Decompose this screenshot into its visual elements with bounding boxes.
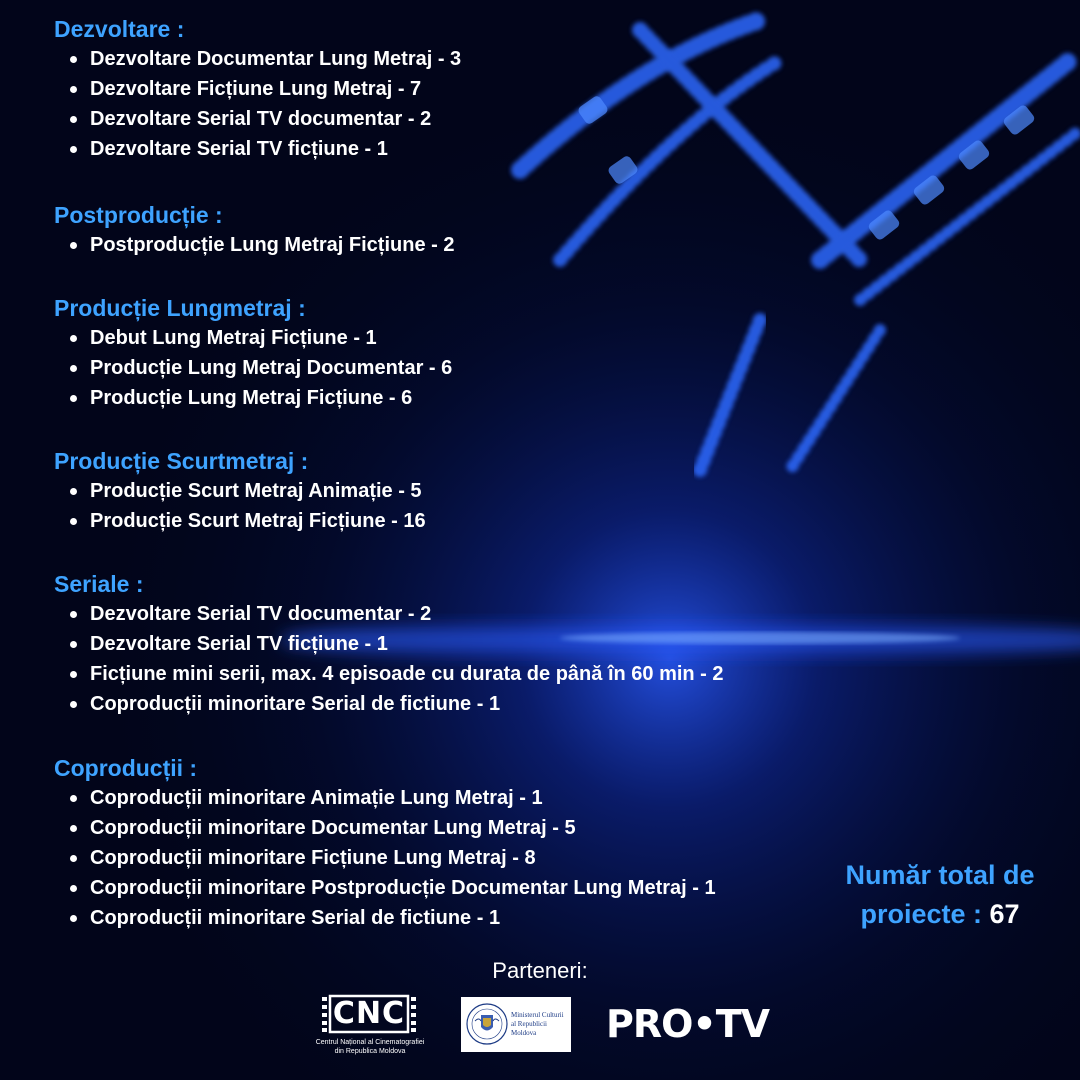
item-list [54, 599, 724, 719]
cnc-logo [312, 994, 428, 1060]
section-title: Postproducție : [54, 202, 223, 228]
list-item: Coproducții minoritare Serial de fictiune - 1 [90, 689, 724, 719]
section-title: Producție Lungmetraj : [54, 295, 306, 321]
total-label-line1: Număr total de [845, 860, 1035, 890]
cnc-mark: CNC [332, 996, 406, 1031]
item-list [54, 44, 461, 164]
item-list [54, 476, 426, 536]
list-item: Producție Scurt Metraj Animație - 5 [90, 476, 426, 506]
section-title: Dezvoltare : [54, 16, 185, 42]
section-title: Seriale : [54, 571, 144, 597]
section-productie-scurtmetraj [54, 446, 426, 536]
list-item: Dezvoltare Ficțiune Lung Metraj - 7 [90, 74, 461, 104]
list-item: Producție Lung Metraj Ficțiune - 6 [90, 383, 452, 413]
ministry-line1: Ministerul Culturii [511, 1011, 564, 1019]
ministry-line2: al Republicii Moldova [511, 1020, 547, 1037]
section-postproductie [54, 200, 454, 260]
ministry-logo [461, 997, 571, 1052]
partners-label: Parteneri: [492, 958, 588, 983]
list-item: Dezvoltare Documentar Lung Metraj - 3 [90, 44, 461, 74]
item-list [54, 783, 716, 933]
list-item: Producție Lung Metraj Documentar - 6 [90, 353, 452, 383]
list-item: Dezvoltare Serial TV documentar - 2 [90, 599, 724, 629]
cnc-caption [312, 1038, 428, 1056]
ministry-name [511, 1011, 569, 1038]
item-list [54, 230, 454, 260]
section-title: Coproducții : [54, 755, 198, 781]
section-productie-lungmetraj [54, 293, 452, 413]
list-item: Dezvoltare Serial TV ficțiune - 1 [90, 629, 724, 659]
list-item: Ficțiune mini serii, max. 4 episoade cu durata de până în 60 min - 2 [90, 659, 724, 689]
section-title: Producție Scurtmetraj : [54, 448, 309, 474]
list-item: Dezvoltare Serial TV ficțiune - 1 [90, 134, 461, 164]
section-seriale [54, 569, 724, 719]
list-item: Dezvoltare Serial TV documentar - 2 [90, 104, 461, 134]
list-item: Debut Lung Metraj Ficțiune - 1 [90, 323, 452, 353]
list-item: Coproducții minoritare Animație Lung Metraj - 1 [90, 783, 716, 813]
total-value: 67 [989, 899, 1020, 929]
cnc-caption-line1: Centrul Național al Cinematografiei [315, 1039, 425, 1046]
total-label-line2 [826, 895, 1054, 934]
section-coproductii [54, 753, 716, 933]
list-item: Postproducție Lung Metraj Ficțiune - 2 [90, 230, 454, 260]
list-item: Producție Scurt Metraj Ficțiune - 16 [90, 506, 426, 536]
item-list [54, 323, 452, 413]
list-item: Coproducții minoritare Documentar Lung Metraj - 5 [90, 813, 716, 843]
cnc-caption-line2: din Republica Moldova [334, 1048, 406, 1055]
section-dezvoltare [54, 14, 461, 164]
coat-of-arms-icon [465, 1001, 509, 1047]
list-item: Coproducții minoritare Serial de fictiune - 1 [90, 903, 716, 933]
list-item: Coproducții minoritare Postproducție Documentar Lung Metraj - 1 [90, 873, 716, 903]
total-projects [826, 856, 1054, 934]
list-item: Coproducții minoritare Ficțiune Lung Metraj - 8 [90, 843, 716, 873]
protv-logo: PRO•TV [606, 1002, 770, 1046]
total-label-text: proiecte : [860, 899, 982, 929]
